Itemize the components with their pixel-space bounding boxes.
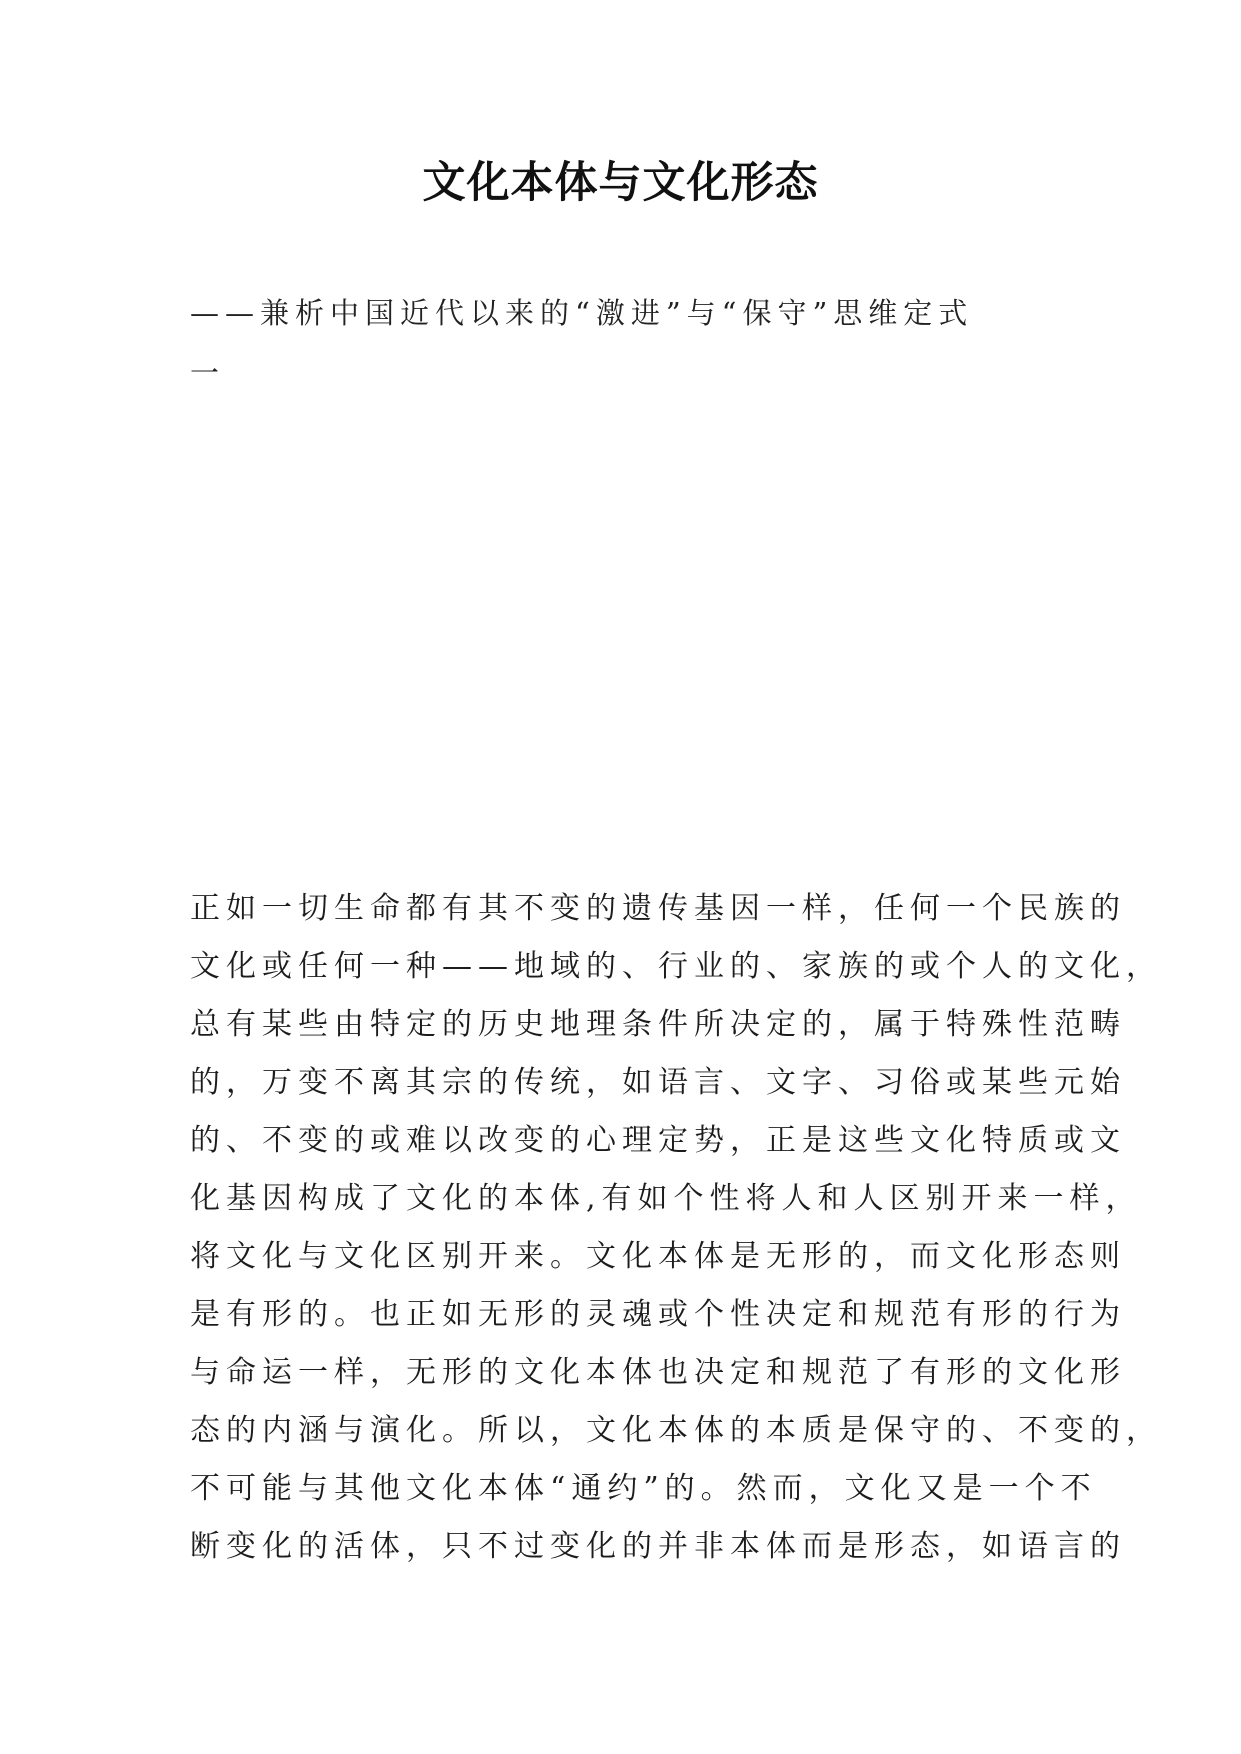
body-line: 断变化的活体，只不过变化的并非本体而是形态，如语言的 <box>190 1529 1126 1564</box>
body-line: 总有某些由特定的历史地理条件所决定的，属于特殊性范畴 <box>190 1007 1126 1042</box>
section-marker: 一 <box>190 356 220 390</box>
body-line: 的、不变的或难以改变的心理定势，正是这些文化特质或文 <box>190 1123 1126 1158</box>
body-line: 不可能与其他文化本体“通约”的。然而，文化又是一个不 <box>190 1471 1097 1506</box>
document-subtitle: ——兼析中国近代以来的“激进”与“保守”思维定式 <box>190 296 974 330</box>
body-line: 将文化与文化区别开来。文化本体是无形的，而文化形态则 <box>190 1239 1126 1274</box>
body-line: 的，万变不离其宗的传统，如语言、文字、习俗或某些元始 <box>190 1065 1126 1100</box>
document-title: 文化本体与文化形态 <box>422 158 819 208</box>
body-line: 化基因构成了文化的本体,有如个性将人和人区别开来一样， <box>190 1181 1142 1216</box>
body-line: 与命运一样，无形的文化本体也决定和规范了有形的文化形 <box>190 1355 1126 1390</box>
body-line: 正如一切生命都有其不变的遗传基因一样，任何一个民族的 <box>190 891 1126 926</box>
body-paragraph <box>190 880 1162 1576</box>
body-line: 是有形的。也正如无形的灵魂或个性决定和规范有形的行为 <box>190 1297 1126 1332</box>
body-line: 文化或任何一种——地域的、行业的、家族的或个人的文化， <box>190 949 1162 984</box>
body-line: 态的内涵与演化。所以，文化本体的本质是保守的、不变的， <box>190 1413 1162 1448</box>
